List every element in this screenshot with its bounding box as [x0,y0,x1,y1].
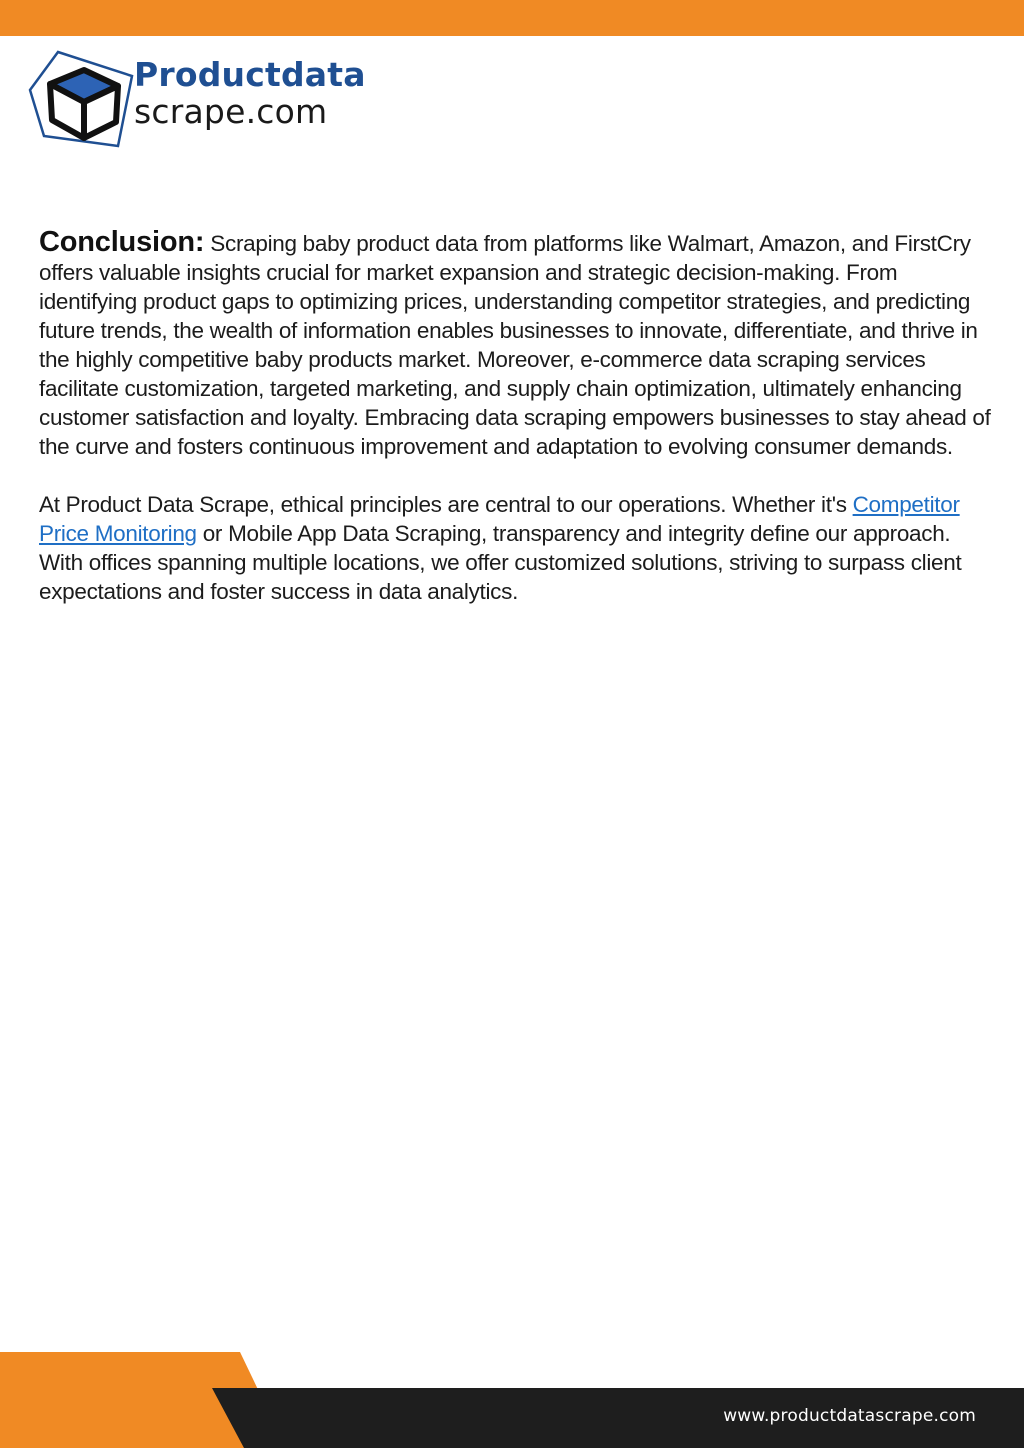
footer-website-url: www.productdatascrape.com [723,1406,976,1426]
competitor-price-monitoring-link[interactable]: Competitor Price Monitoring [39,492,960,546]
footer-band [0,1352,1024,1448]
about-text-after-link: or Mobile App Data Scraping, transparency and integrity define our approach. With offices spanning multiple locations, we offer customized solutions, striving to surpass client expectations and foster success in data analytics. [39,521,962,604]
conclusion-heading: Conclusion: [39,226,205,258]
conclusion-paragraph [39,228,994,461]
top-accent-bar [0,0,1024,36]
cube-logo-icon [28,50,138,150]
about-text-before-link: At Product Data Scrape, ethical principles are central to our operations. Whether it's [39,492,853,517]
logo-wordmark-bottom: scrape.com [134,92,328,131]
footer-shapes [0,1352,1024,1448]
logo-wordmark-top: Productdata [134,55,366,94]
article-content [39,228,994,606]
about-paragraph [39,490,994,606]
brand-logo [28,50,388,150]
conclusion-body: Scraping baby product data from platforms like Walmart, Amazon, and FirstCry offers valuable insights crucial for market expansion and strategic decision-making. From identifying product gaps to optimizing prices, understanding competitor strategies, and predicting future trends, the wealth of information enables businesses to innovate, differentiate, and thrive in the highly competitive baby products market. Moreover, e-commerce data scraping services facilitate customization, targeted marketing, and supply chain optimization, ultimately enhancing customer satisfaction and loyalty. Embracing data scraping empowers businesses to stay ahead of the curve and fosters continuous improvement and adaptation to evolving consumer demands. [39,231,991,459]
